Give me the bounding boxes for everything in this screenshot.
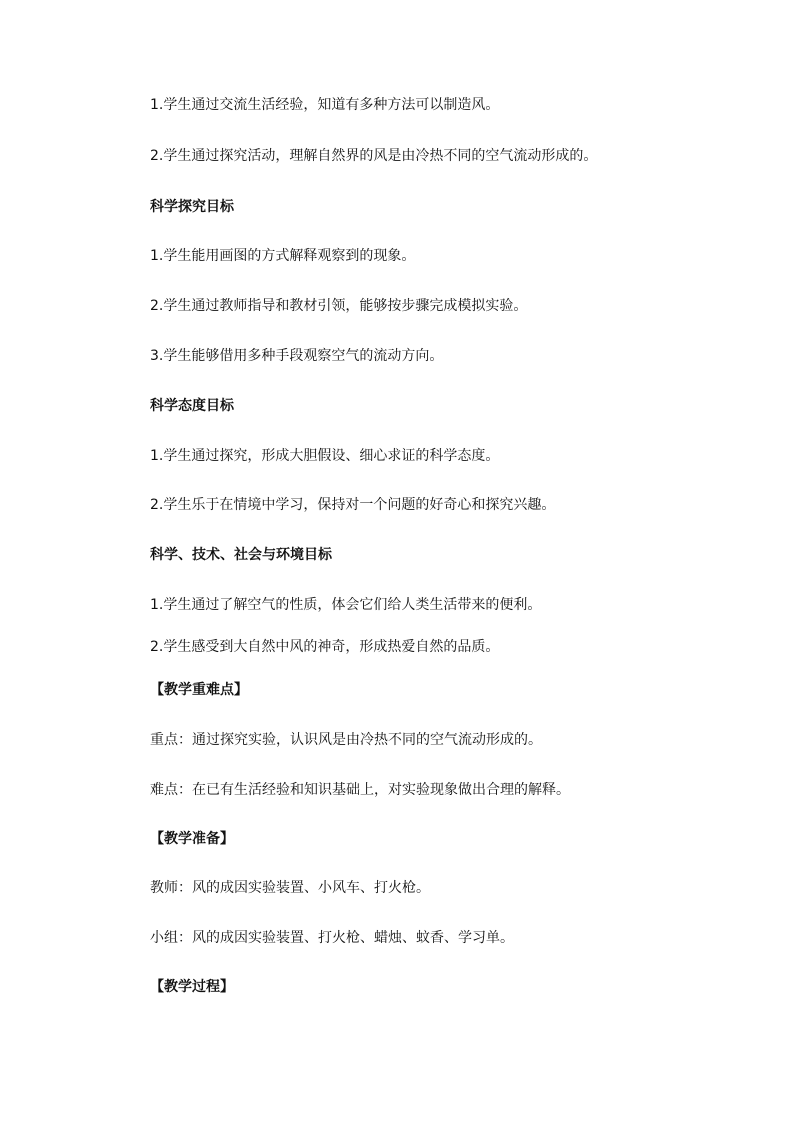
line-knowledge-1: 1.学生通过交流生活经验，知道有多种方法可以制造风。	[150, 97, 500, 113]
line-inquiry-1: 1.学生能用画图的方式解释观察到的现象。	[150, 248, 416, 264]
line-teacher-materials: 教师：风的成因实验装置、小风车、打火枪。	[150, 880, 430, 896]
line-sts-1: 1.学生通过了解空气的性质，体会它们给人类生活带来的便利。	[150, 597, 542, 613]
line-group-materials: 小组：风的成因实验装置、打火枪、蜡烛、蚊香、学习单。	[150, 930, 514, 946]
heading-inquiry-goals: 科学探究目标	[150, 199, 234, 215]
heading-preparation: 【教学准备】	[150, 831, 234, 847]
heading-process: 【教学过程】	[150, 979, 234, 995]
heading-attitude-goals: 科学态度目标	[150, 398, 234, 414]
line-inquiry-2: 2.学生通过教师指导和教材引领，能够按步骤完成模拟实验。	[150, 298, 528, 314]
line-difficulty: 难点：在已有生活经验和知识基础上，对实验现象做出合理的解释。	[150, 782, 570, 798]
heading-key-difficulties: 【教学重难点】	[150, 682, 248, 698]
heading-sts-goals: 科学、技术、社会与环境目标	[150, 547, 332, 563]
line-attitude-1: 1.学生通过探究，形成大胆假设、细心求证的科学态度。	[150, 448, 500, 464]
line-knowledge-2: 2.学生通过探究活动，理解自然界的风是由冷热不同的空气流动形成的。	[150, 148, 598, 164]
line-inquiry-3: 3.学生能够借用多种手段观察空气的流动方向。	[150, 348, 444, 364]
line-sts-2: 2.学生感受到大自然中风的神奇，形成热爱自然的品质。	[150, 639, 500, 655]
line-key-point: 重点：通过探究实验，认识风是由冷热不同的空气流动形成的。	[150, 732, 542, 748]
line-attitude-2: 2.学生乐于在情境中学习，保持对一个问题的好奇心和探究兴趣。	[150, 497, 556, 513]
